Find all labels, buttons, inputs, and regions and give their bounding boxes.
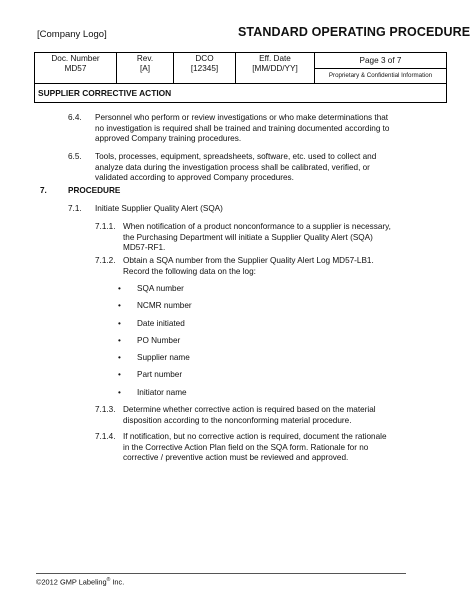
para-7-1-1-line: When notification of a product nonconformance to a supplier is necessary,	[123, 222, 391, 231]
para-6-5-number: 6.5.	[68, 152, 82, 161]
para-7-1-4-number: 7.1.4.	[95, 432, 116, 441]
bullet-marker: •	[118, 301, 121, 310]
bullet-marker: •	[118, 353, 121, 362]
bullet-item: NCMR number	[137, 301, 192, 310]
bullet-marker: •	[118, 319, 121, 328]
para-7-1-1-line: MD57-RF1.	[123, 243, 166, 252]
bullet-marker: •	[118, 370, 121, 379]
para-7-1-text: Initiate Supplier Quality Alert (SQA)	[95, 204, 223, 213]
rev-label: Rev.	[136, 54, 154, 63]
para-6-5-line: analyze data during the investigation process shall be calibrated, verified, or	[95, 162, 370, 172]
copyright-text: ©2012 GMP Labeling	[36, 577, 107, 587]
para-7-1-4	[123, 432, 387, 464]
bullet-marker: •	[118, 336, 121, 345]
eff-date-value: [MM/DD/YY]	[252, 64, 298, 73]
para-7-1-1	[123, 222, 391, 254]
para-7-1-2	[123, 256, 374, 277]
bullet-item: Initiator name	[137, 388, 187, 397]
dco-value: [12345]	[190, 64, 219, 73]
bullet-item: Supplier name	[137, 353, 190, 362]
page-number: Page 3 of 7	[315, 53, 447, 69]
doc-number-cell	[35, 53, 117, 84]
para-7-1-number: 7.1.	[68, 204, 82, 213]
section-7-number: 7.	[40, 186, 47, 195]
bullet-item: Date initiated	[137, 319, 185, 328]
bullet-item: PO Number	[137, 336, 181, 345]
para-7-1-4-line: in the Corrective Action Plan field on the SQA form. Rationale for no	[123, 442, 369, 452]
para-7-1-1-number: 7.1.1.	[95, 222, 116, 231]
para-6-4-line: approved Company training procedures.	[95, 134, 242, 143]
para-7-1-3	[123, 405, 376, 426]
eff-date-cell	[236, 53, 315, 84]
para-7-1-3-line: Determine whether corrective action is required based on the material	[123, 405, 376, 414]
para-7-1-3-number: 7.1.3.	[95, 405, 116, 414]
dco-label: DCO	[195, 54, 214, 63]
registered-mark: ®	[106, 577, 111, 583]
document-title: STANDARD OPERATING PROCEDURE	[238, 25, 471, 39]
confidential-notice: Proprietary & Confidential Information	[315, 69, 447, 84]
copyright-suffix: Inc.	[110, 577, 125, 587]
para-7-1-3-line: disposition according to the nonconforming material procedure.	[123, 415, 352, 425]
para-6-4-number: 6.4.	[68, 113, 82, 122]
para-6-5-line: Tools, processes, equipment, spreadsheets, software, etc. used to collect and	[95, 152, 377, 161]
section-7-heading: PROCEDURE	[68, 186, 121, 195]
footer-divider	[36, 573, 406, 574]
doc-number-value: MD57	[64, 64, 87, 73]
para-6-5	[95, 152, 376, 184]
company-logo-placeholder: [Company Logo]	[37, 29, 107, 40]
eff-date-label: Eff. Date	[259, 54, 291, 63]
para-7-1-2-number: 7.1.2.	[95, 256, 116, 265]
document-info-table	[34, 52, 447, 103]
para-6-5-line: validated according to approved Company procedures.	[95, 173, 294, 182]
para-6-4	[95, 113, 389, 145]
rev-cell	[117, 53, 174, 84]
bullet-marker: •	[118, 388, 121, 397]
para-7-1-4-line: If notification, but no corrective action is required, document the rationale	[123, 432, 387, 441]
bullet-item: Part number	[137, 370, 183, 379]
para-6-4-line: Personnel who perform or review investigations or who make determinations that	[95, 113, 389, 122]
para-7-1-4-line: corrective / preventive action must be reviewed and approved.	[123, 453, 349, 462]
dco-cell	[174, 53, 236, 84]
doc-number-label: Doc. Number	[51, 54, 100, 63]
bullet-marker: •	[118, 284, 121, 293]
footer-copyright	[36, 577, 124, 586]
section-title: SUPPLIER CORRECTIVE ACTION	[35, 84, 447, 103]
para-6-4-line: no investigation is required shall be trained and training documented according to	[95, 123, 390, 133]
bullet-item: SQA number	[137, 284, 184, 293]
para-7-1-2-line: Obtain a SQA number from the Supplier Quality Alert Log MD57-LB1.	[123, 256, 374, 265]
rev-value: [A]	[139, 64, 150, 73]
para-7-1-2-line: Record the following data on the log:	[123, 266, 256, 276]
para-7-1-1-line: the Purchasing Department will initiate a Supplier Quality Alert (SQA)	[123, 232, 373, 242]
